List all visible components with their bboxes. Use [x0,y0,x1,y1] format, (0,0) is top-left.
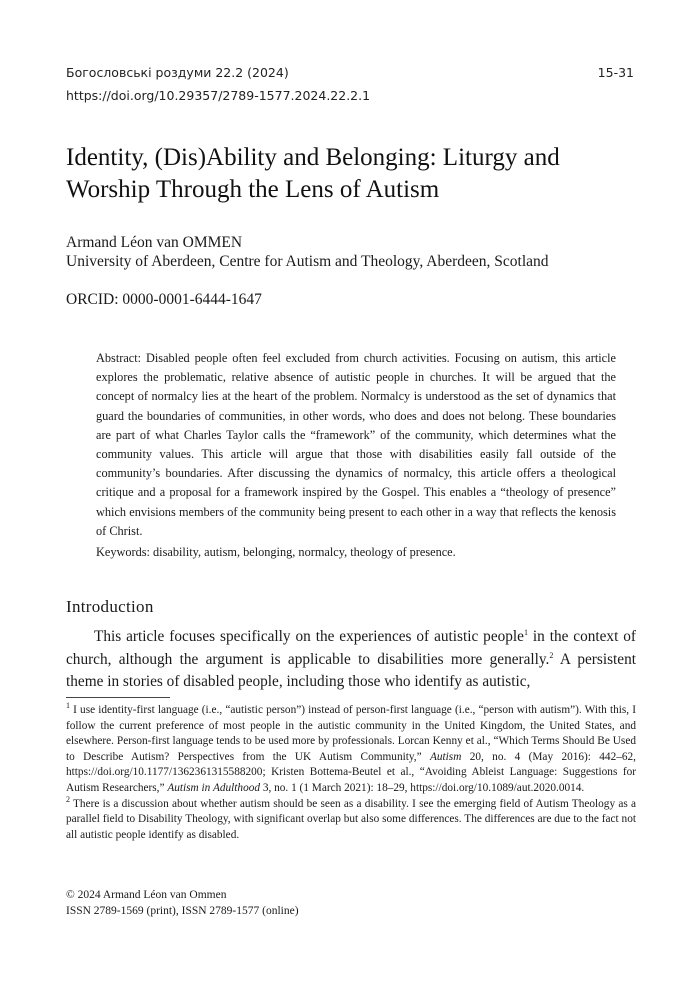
keywords: Keywords: disability, autism, belonging, normalcy, theology of presence. [96,545,456,559]
footnote-2 [66,794,636,844]
footnote-ref-1[interactable]: 1 [523,627,528,637]
footnote-1 [66,703,636,797]
footnote-mark: 1 [66,701,70,711]
copyright-notice: © 2024 Armand Léon van Ommen [66,889,227,901]
footnote-text: There is a discussion about whether autism should be seen as a disability. I see the emerging field of Autism Theology as a parallel field to Disability Theology, with significant overlap but also some differences. The differences are due to the fact not all autistic people identify as disabled. [66,797,636,841]
body-text-part: A persistent theme in stories of disabled people, including those who identify as autistic, [66,650,636,690]
orcid: ORCID: 0000-0001-6444-1647 [66,291,262,308]
footnote-text: 3, no. 1 (1 March 2021): 18–29, https://doi.org/10.1089/aut.2020.0014. [260,781,585,794]
footnote-text: I use identity-first language (i.e., “autistic person”) instead of person-first language (i.e., “person with autism”). With this, I follow the current preference of most people in the autistic community in the United Kingdom, the United States, and elsewhere. Person-first language tends to be used more by professionals. Lorcan Kenny et al., “Which Terms Should Be Used to Describe Autism? Perspectives from the UK Autism Community,” [66,704,636,763]
body-text-part: in the context of church, although the argument is applicable to disabilities more generally. [66,628,636,668]
journal-citation: Богословські роздуми 22.2 (2024) [66,65,289,80]
footnote-mark: 2 [66,794,70,804]
body-paragraph [66,626,636,694]
author-affiliation: University of Aberdeen, Centre for Autism and Theology, Aberdeen, Scotland [66,253,549,270]
doi-link[interactable]: https://doi.org/10.29357/2789-1577.2024.22.2.1 [66,88,371,103]
journal-name: Autism [429,750,462,763]
author-name: Armand Léon van OMMEN [66,234,243,251]
footnote-text: 20, no. 4 (May 2016): 442–62, https://doi.org/10.1177/1362361315588200; Kristen Bottema-Beutel et al., “Avoiding Ableist Language: Suggestions for Autism Researchers,” [66,750,636,794]
issn: ISSN 2789-1569 (print), ISSN 2789-1577 (online) [66,905,299,917]
journal-name: Autism in Adulthood [167,781,261,794]
section-heading-introduction: Introduction [66,597,154,616]
body-text-part: This article focuses specifically on the experiences of autistic people [94,628,524,645]
footnotes [66,703,636,843]
page-range: 15-31 [597,65,634,80]
abstract: Abstract: Disabled people often feel excluded from church activities. Focusing on autism, this article explores the problematic, relative absence of autistic people in churches. It will be argued that the concept of normalcy lies at the heart of the problem. Normalcy is understood as the set of dynamics that guard the boundaries of communities, in other words, who does and does not belong. These boundaries are part of what Charles Taylor calls the “framework” of the community, which determines what the community values. This article will argue that those with disabilities easily fall outside of the community’s boundaries. After discussing the dynamics of normalcy, this article offers a theological critique and a proposal for a framework inspired by the Gospel. This enables a “theology of presence” which envisions members of the community being present to each other in a way that reflects the kenosis of Christ. [96,351,616,538]
article-title: Identity, (Dis)Ability and Belonging: Liturgy and Worship Through the Lens of Autism [66,144,560,203]
footnote-divider [66,697,170,698]
footnote-ref-2[interactable]: 2 [549,650,554,660]
